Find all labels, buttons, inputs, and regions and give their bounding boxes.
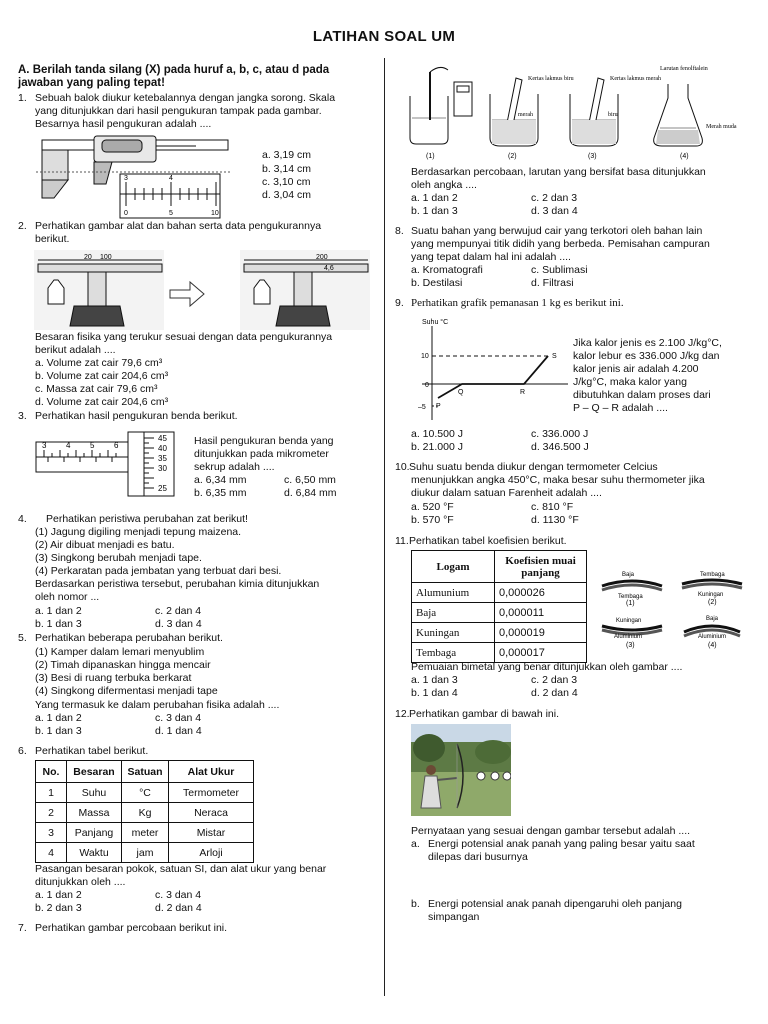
q11-bimetal-figure — [598, 568, 750, 652]
q7-label-fenolftalein: Larutan fenolftalein — [660, 66, 708, 72]
q12-option-b-line1[interactable]: Energi potensial anak panah dipengaruhi oleh panjang — [428, 898, 682, 910]
q11-option-b[interactable]: b. 1 dan 4 — [411, 687, 458, 699]
q8-option-b[interactable]: b. Destilasi — [411, 277, 463, 289]
q3-thimble-45: 45 — [158, 434, 167, 443]
q3-option-b[interactable]: b. 6,35 mm — [194, 487, 247, 499]
q9-option-c[interactable]: c. 336.000 J — [531, 428, 589, 440]
q10-text-line3: diukur dalam satuan Farenheit adalah .... — [411, 487, 602, 499]
q3-main-tick-6: 6 — [114, 441, 119, 450]
q11-cell: 0,000019 — [495, 623, 587, 643]
q6-cell: 3 — [36, 823, 67, 843]
q7-caption-1: (1) — [426, 153, 435, 160]
q7-caption-3: (3) — [588, 153, 597, 160]
q6-cell: 4 — [36, 843, 67, 863]
q7-text: Perhatikan gambar percobaan berikut ini. — [35, 922, 228, 934]
q12-option-a-line2[interactable]: dilepas dari busurnya — [428, 851, 528, 863]
q7-label-blue-litmus: Kertas lakmus biru — [528, 76, 574, 82]
q1-option-c[interactable]: c. 3,10 cm — [262, 176, 311, 188]
q11-option-d[interactable]: d. 2 dan 4 — [531, 687, 578, 699]
q3-main-tick-5: 5 — [90, 441, 95, 450]
q11-strip2-top: Tembaga — [700, 572, 725, 578]
q6-header-besaran: Besaran — [67, 761, 122, 783]
q11-strip3-top: Kuningan — [616, 618, 642, 624]
q8-option-d[interactable]: d. Filtrasi — [531, 277, 574, 289]
q6-header-no: No. — [36, 761, 67, 783]
q6-header-satuan: Satuan — [122, 761, 169, 783]
q10-option-b[interactable]: b. 570 °F — [411, 514, 454, 526]
q8-number: 8. — [395, 225, 404, 237]
q11-cell: 0,000026 — [495, 583, 587, 603]
q6-cell: 1 — [36, 783, 67, 803]
q4-item-3: (3) Singkong berubah menjadi tape. — [35, 552, 202, 564]
q7-litmus-figure — [400, 58, 750, 162]
q3-number: 3. — [18, 410, 27, 422]
q11-cell: Alumunium — [412, 583, 495, 603]
page-title: LATIHAN SOAL UM — [312, 28, 456, 45]
q2-option-b[interactable]: b. Volume zat cair 204,6 cm³ — [35, 370, 169, 382]
q11-strip4-top: Baja — [706, 616, 719, 622]
q6-cell: Kg — [122, 803, 169, 823]
q3-side-line1: Hasil pengukuran benda yang — [194, 435, 334, 447]
q7-text2-line2: oleh angka .... — [411, 179, 477, 191]
q10-option-d[interactable]: d. 1130 °F — [531, 514, 579, 526]
q11-strip3-bottom: Aluminium — [614, 634, 643, 640]
q6-cell: Massa — [67, 803, 122, 823]
q2-number: 2. — [18, 220, 27, 232]
q6-table — [35, 760, 254, 863]
table-row — [36, 823, 254, 843]
q11-cell: Baja — [412, 603, 495, 623]
q11-text2: Pemuaian bimetal yang benar ditunjukkan oleh gambar .... — [411, 661, 683, 673]
table-row — [36, 803, 254, 823]
q11-header-logam: Logam — [412, 551, 495, 583]
q2-balance-figure — [34, 250, 370, 330]
q8-text-line2: yang mempunyai titik didih yang berbeda. Pemisahan campuran — [411, 238, 710, 250]
q2-option-a[interactable]: a. Volume zat cair 79,6 cm³ — [35, 357, 163, 369]
q1-text-line1: Sebuah balok diukur ketebalannya dengan jangka sorong. Skala — [35, 92, 336, 104]
q10-option-c[interactable]: c. 810 °F — [531, 501, 574, 513]
q11-strip1-num: (1) — [626, 600, 635, 607]
q6-cell: Neraca — [169, 803, 254, 823]
q5-item-4: (4) Singkong difermentasi menjadi tape — [35, 685, 218, 697]
q12-option-b-line2[interactable]: simpangan — [428, 911, 480, 923]
q1-option-a[interactable]: a. 3,19 cm — [262, 149, 312, 161]
q1-option-d[interactable]: d. 3,04 cm — [262, 189, 312, 201]
q6-cell: 2 — [36, 803, 67, 823]
q9-side-line1: Jika kalor jenis es 2.100 J/kg°C, — [573, 337, 722, 349]
q2-option-c[interactable]: c. Massa zat cair 79,6 cm³ — [35, 383, 158, 395]
q5-option-d[interactable]: d. 1 dan 4 — [155, 725, 202, 737]
q5-item-3: (3) Besi di ruang terbuka berkarat — [35, 672, 192, 684]
q9-point-label-r: R — [520, 389, 526, 396]
q9-text: Perhatikan grafik pemanasan 1 kg es berikut ini. — [411, 297, 624, 309]
q6-cell: Suhu — [67, 783, 122, 803]
q6-cell: Termometer — [169, 783, 254, 803]
table-row — [412, 603, 587, 623]
q9-side-line2: kalor lebur es 336.000 J/kg dan — [573, 350, 720, 362]
q11-strip4-num: (4) — [708, 642, 717, 649]
q1-main-tick-3: 3 — [124, 175, 128, 182]
q3-option-c[interactable]: c. 6,50 mm — [284, 474, 336, 486]
q5-number: 5. — [18, 632, 27, 644]
q6-cell: Mistar — [169, 823, 254, 843]
q9-side-line3: kalor jenis air adalah 4.200 — [573, 363, 699, 375]
q7-option-a[interactable]: a. 1 dan 2 — [411, 192, 458, 204]
q6-option-a[interactable]: a. 1 dan 2 — [35, 889, 82, 901]
section-a-instruction-line2: jawaban yang paling tepat! — [18, 77, 165, 89]
q9-option-a[interactable]: a. 10.500 J — [411, 428, 463, 440]
q3-main-tick-4: 4 — [66, 441, 71, 450]
q9-ytick-minus5: –5 — [418, 404, 426, 411]
q6-cell: °C — [122, 783, 169, 803]
q3-main-tick-3: 3 — [42, 441, 47, 450]
q2-left-label-100: 100 — [100, 254, 112, 261]
q1-number: 1. — [18, 92, 27, 104]
q3-side-line2: ditunjukkan pada mikrometer — [194, 448, 329, 460]
q1-vernier-tick-5: 5 — [169, 210, 173, 217]
q4-item-1: (1) Jagung digiling menjadi tepung maizena. — [35, 526, 242, 538]
q5-text: Perhatikan beberapa perubahan berikut. — [35, 632, 223, 644]
table-row — [36, 783, 254, 803]
q12-text2: Pernyataan yang sesuai dengan gambar tersebut adalah .... — [411, 825, 691, 837]
q5-option-c[interactable]: c. 3 dan 4 — [155, 712, 202, 724]
q11-strip2-num: (2) — [708, 599, 717, 606]
q1-option-b[interactable]: b. 3,14 cm — [262, 163, 312, 175]
q12-option-a-line1[interactable]: Energi potensial anak panah yang paling besar yaitu saat — [428, 838, 695, 850]
q7-label-merah-muda: Merah muda — [706, 124, 737, 130]
q1-main-tick-4: 4 — [169, 175, 173, 182]
q4-text2-line1: Berdasarkan peristiwa tersebut, perubahan kimia ditunjukkan — [35, 578, 320, 590]
q3-thimble-40: 40 — [158, 444, 167, 453]
q6-option-d[interactable]: d. 2 dan 4 — [155, 902, 202, 914]
q6-option-b[interactable]: b. 2 dan 3 — [35, 902, 82, 914]
q12-option-a-key[interactable]: a. — [411, 838, 420, 850]
section-a-instruction-line1: A. Berilah tanda silang (X) pada huruf a, b, c, atau d pada — [18, 64, 330, 76]
q2-text-line2: berikut. — [35, 233, 70, 245]
q10-text-line2: menunjukkan angka 450°C, maka besar suhu thermometer jika — [411, 474, 705, 486]
q6-text2-line1: Pasangan besaran pokok, satuan SI, dan alat ukur yang benar — [35, 863, 327, 875]
q6-cell: meter — [122, 823, 169, 843]
q9-point-label-s: S — [552, 353, 557, 360]
q3-option-d[interactable]: d. 6,84 mm — [284, 487, 337, 499]
q12-archery-photo — [411, 724, 511, 816]
q6-number: 6. — [18, 745, 27, 757]
q11-strip2-bottom: Kuningan — [698, 592, 724, 598]
q3-thimble-30: 30 — [158, 464, 167, 473]
q10-option-a[interactable]: a. 520 °F — [411, 501, 454, 513]
q12-text: Perhatikan gambar di bawah ini. — [409, 708, 560, 720]
q5-text2: Yang termasuk ke dalam perubahan fisika adalah .... — [35, 699, 280, 711]
q6-option-c[interactable]: c. 3 dan 4 — [155, 889, 202, 901]
table-row — [36, 843, 254, 863]
q6-table-header-row — [36, 761, 254, 783]
q11-strip3-num: (3) — [626, 642, 635, 649]
q4-option-b[interactable]: b. 1 dan 3 — [35, 618, 82, 630]
q3-thimble-35: 35 — [158, 454, 167, 463]
q3-option-a[interactable]: a. 6,34 mm — [194, 474, 247, 486]
q1-text-line2: yang ditunjukkan dari hasil pengukuran tampak pada gambar. — [35, 105, 322, 117]
q4-text2-line2: oleh nomor ... — [35, 591, 100, 603]
q9-option-b[interactable]: b. 21.000 J — [411, 441, 463, 453]
q9-point-label-p: P — [436, 403, 441, 410]
q6-cell: Arloji — [169, 843, 254, 863]
q8-option-c[interactable]: c. Sublimasi — [531, 264, 588, 276]
q2-text2-line1: Besaran fisika yang terukur sesuai dengan data pengukurannya — [35, 331, 333, 343]
q4-option-c[interactable]: c. 2 dan 4 — [155, 605, 202, 617]
q4-option-a[interactable]: a. 1 dan 2 — [35, 605, 82, 617]
q11-header-koefisien: Koefisien muai panjang — [495, 551, 587, 583]
q9-ylabel: Suhu °C — [422, 319, 449, 326]
q11-cell: 0,000017 — [495, 643, 587, 663]
q9-side-line4: J/kg°C, maka kalor yang — [573, 376, 687, 388]
q2-right-label-200: 200 — [316, 254, 328, 261]
q11-cell: Tembaga — [412, 643, 495, 663]
q11-option-a[interactable]: a. 1 dan 3 — [411, 674, 458, 686]
q11-strip4-bottom: Aluminium — [698, 634, 727, 640]
q11-table — [411, 550, 587, 663]
q11-table-header-row — [412, 551, 587, 583]
q8-option-a[interactable]: a. Kromatografi — [411, 264, 483, 276]
q11-option-c[interactable]: c. 2 dan 3 — [531, 674, 578, 686]
table-row — [412, 623, 587, 643]
q9-side-line5: dibutuhkan dalam proses dari — [573, 389, 711, 401]
q4-number: 4. — [18, 513, 27, 525]
q9-series-line — [438, 356, 548, 398]
q10-text-line1: Suhu suatu benda diukur dengan termometer Celcius — [409, 461, 658, 473]
q5-option-a[interactable]: a. 1 dan 2 — [35, 712, 82, 724]
q11-cell: Kuningan — [412, 623, 495, 643]
q7-option-d[interactable]: d. 3 dan 4 — [531, 205, 578, 217]
q3-thimble-25: 25 — [158, 484, 167, 493]
q2-text-line1: Perhatikan gambar alat dan bahan serta data pengukurannya — [35, 220, 322, 232]
q9-ytick-0: 0 — [425, 382, 429, 389]
q4-item-4: (4) Perkaratan pada jembatan yang terbuat dari besi. — [35, 565, 282, 577]
q7-text2-line1: Berdasarkan percobaan, larutan yang bersifat basa ditunjukkan — [411, 166, 706, 178]
q11-cell: 0,000011 — [495, 603, 587, 623]
q3-text: Perhatikan hasil pengukuran benda berikut. — [35, 410, 238, 422]
q7-number: 7. — [18, 922, 27, 934]
q6-cell: jam — [122, 843, 169, 863]
q2-option-d[interactable]: d. Volume zat cair 204,6 cm³ — [35, 396, 169, 408]
q6-cell: Waktu — [67, 843, 122, 863]
q9-heating-chart — [412, 312, 570, 424]
column-divider — [384, 58, 385, 996]
q9-point-labels — [436, 353, 557, 410]
q11-strip1-top: Baja — [622, 572, 635, 578]
q8-text-line3: yang tepat dalam hal ini adalah .... — [411, 251, 571, 263]
q1-text-line3: Besarnya hasil pengukuran adalah .... — [35, 118, 212, 130]
q4-option-d[interactable]: d. 3 dan 4 — [155, 618, 202, 630]
q5-item-2: (2) Timah dipanaskan hingga mencair — [35, 659, 211, 671]
q9-ytick-10: 10 — [421, 353, 429, 360]
q12-number: 12. — [395, 708, 410, 720]
q7-option-c[interactable]: c. 2 dan 3 — [531, 192, 578, 204]
q2-text2-line2: berikut adalah .... — [35, 344, 116, 356]
q12-option-b-key[interactable]: b. — [411, 898, 420, 910]
q2-left-label-20: 20 — [84, 254, 92, 261]
q7-caption-2: (2) — [508, 153, 517, 160]
q11-strip1-bottom: Tembaga — [618, 594, 643, 600]
q11-text: Perhatikan tabel koefisien berikut. — [409, 535, 567, 547]
table-row — [412, 643, 587, 663]
q7-option-b[interactable]: b. 1 dan 3 — [411, 205, 458, 217]
q4-item-2: (2) Air dibuat menjadi es batu. — [35, 539, 175, 551]
q1-vernier-tick-10: 10 — [211, 210, 219, 217]
q11-number: 11. — [395, 535, 409, 547]
q6-text: Perhatikan tabel berikut. — [35, 745, 149, 757]
q5-option-b[interactable]: b. 1 dan 3 — [35, 725, 82, 737]
q6-text2-line2: ditunjukkan oleh .... — [35, 876, 126, 888]
q4-text: Perhatikan peristiwa perubahan zat berikut! — [46, 513, 248, 525]
q6-header-alat-ukur: Alat Ukur — [169, 761, 254, 783]
q9-option-d[interactable]: d. 346.500 J — [531, 441, 589, 453]
q7-label-biru: biru — [608, 112, 618, 118]
q7-label-red-litmus: Kertas lakmus merah — [610, 76, 661, 82]
q9-number: 9. — [395, 297, 404, 309]
q5-item-1: (1) Kamper dalam lemari menyublim — [35, 646, 205, 658]
q9-point-label-q: Q — [458, 389, 464, 396]
table-row — [412, 583, 587, 603]
q9-side-line6: P – Q – R adalah .... — [573, 402, 668, 414]
q1-vernier-tick-0: 0 — [124, 210, 128, 217]
q7-label-merah: merah — [518, 112, 533, 118]
q3-side-line3: sekrup adalah .... — [194, 461, 275, 473]
q6-cell: Panjang — [67, 823, 122, 843]
q7-caption-4: (4) — [680, 153, 689, 160]
q10-number: 10. — [395, 461, 410, 473]
q1-caliper-figure — [36, 132, 232, 220]
q8-text-line1: Suatu bahan yang berwujud cair yang terkotori oleh bahan lain — [411, 225, 703, 237]
q2-right-label-4-6: 4,6 — [324, 265, 334, 272]
q3-micrometer-figure — [32, 428, 180, 500]
